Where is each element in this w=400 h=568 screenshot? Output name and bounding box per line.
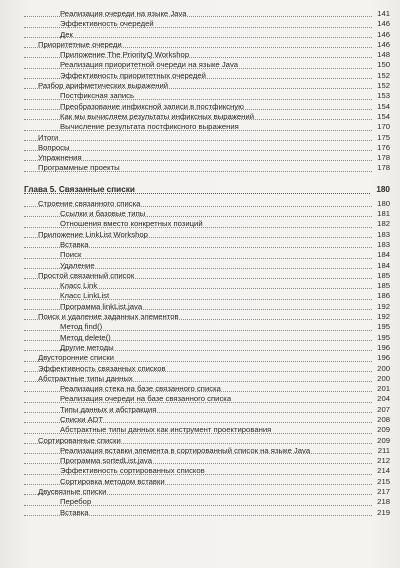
toc-entry-page: 201 bbox=[377, 384, 390, 394]
toc-entry-title: Вставка bbox=[60, 239, 89, 249]
toc-entry-title: Реализация вставки элемента в сортированный список на языке Java bbox=[60, 445, 311, 455]
toc-entry[interactable] bbox=[24, 333, 390, 343]
toc-entry[interactable] bbox=[24, 271, 390, 281]
toc-entry[interactable] bbox=[24, 9, 390, 19]
toc-entry-page: 175 bbox=[377, 132, 390, 142]
toc-entry-page: 192 bbox=[377, 312, 390, 322]
toc-entry-page: 219 bbox=[377, 507, 390, 517]
toc-entry-page: 178 bbox=[377, 153, 390, 163]
toc-entry-page: 152 bbox=[377, 81, 390, 91]
toc-entry-page: 207 bbox=[377, 404, 390, 414]
toc-entry[interactable] bbox=[24, 497, 390, 507]
toc-entry-title: Перебор bbox=[60, 497, 92, 507]
toc-entry[interactable] bbox=[24, 364, 390, 374]
toc-entry-title: Поиск bbox=[60, 250, 82, 260]
toc-entry-page: 170 bbox=[377, 122, 390, 132]
toc-entry-page: 218 bbox=[377, 497, 390, 507]
toc-entry-title: Ссылки и базовые типы bbox=[60, 209, 146, 219]
toc-entry-page: 192 bbox=[377, 301, 390, 311]
toc-entry-title: Двусторонние списки bbox=[38, 353, 114, 363]
toc-entry-title: Приложение The PriorityQ Workshop bbox=[60, 50, 190, 60]
table-of-contents bbox=[24, 9, 390, 518]
toc-entry-title: Вопросы bbox=[38, 142, 70, 152]
toc-entry-page: 176 bbox=[377, 142, 390, 152]
toc-entry-page: 184 bbox=[377, 260, 390, 270]
toc-entry-title: Строение связанного списка bbox=[38, 198, 141, 208]
toc-entry-title: Другие методы bbox=[60, 342, 114, 352]
toc-entry-title: Класс Link bbox=[60, 281, 98, 291]
toc-entry-page: 186 bbox=[377, 291, 390, 301]
toc-entry-page: 196 bbox=[377, 342, 390, 352]
toc-entry[interactable] bbox=[24, 50, 390, 60]
toc-entry[interactable] bbox=[24, 466, 390, 476]
toc-entry[interactable] bbox=[24, 209, 390, 219]
toc-entry-title: Как мы вычисляем результаты инфиксных выражений bbox=[60, 111, 255, 121]
toc-entry[interactable] bbox=[24, 374, 390, 384]
toc-entry-title: Программа sortedList.java bbox=[60, 456, 152, 466]
toc-entry-page: 200 bbox=[377, 363, 390, 373]
chapter-page: 180 bbox=[376, 184, 390, 194]
toc-entry[interactable] bbox=[24, 394, 390, 404]
toc-entry-title: Итоги bbox=[38, 132, 59, 142]
toc-entry-title: Реализация очереди на языке Java bbox=[60, 9, 187, 18]
toc-entry[interactable] bbox=[24, 230, 390, 240]
toc-entry-page: 146 bbox=[377, 39, 390, 49]
toc-group-chapter-4 bbox=[24, 9, 390, 174]
toc-entry-page: 185 bbox=[377, 281, 390, 291]
toc-entry-page: 180 bbox=[377, 198, 390, 208]
toc-entry-title: Сортировка методом вставки bbox=[60, 476, 165, 486]
toc-entry-page: 209 bbox=[377, 425, 390, 435]
toc-entry-title: Постфиксная запись bbox=[60, 91, 135, 101]
toc-chapter-heading[interactable] bbox=[24, 183, 390, 197]
toc-entry[interactable] bbox=[24, 302, 390, 312]
toc-entry-page: 183 bbox=[377, 229, 390, 239]
toc-entry[interactable] bbox=[24, 508, 390, 518]
toc-entry-page: 154 bbox=[377, 101, 390, 111]
toc-entry[interactable] bbox=[24, 291, 390, 301]
toc-entry-title: Реализация приоритетной очереди на языке Java bbox=[60, 60, 239, 70]
toc-entry-title: Программные проекты bbox=[38, 163, 120, 173]
toc-entry-title: Эффективность приоритетных очередей bbox=[60, 70, 206, 80]
toc-entry-title: Метод find() bbox=[60, 322, 103, 332]
toc-entry-title: Упражнения bbox=[38, 153, 82, 163]
toc-group-chapter-5 bbox=[24, 199, 390, 518]
toc-entry[interactable] bbox=[24, 415, 390, 425]
toc-entry-title: Простой связанный список bbox=[38, 270, 135, 280]
toc-entry-page: 150 bbox=[377, 60, 390, 70]
toc-entry-title: Программа linkList.java bbox=[60, 301, 143, 311]
toc-entry-title: Удаление bbox=[60, 260, 95, 270]
toc-entry-page: 195 bbox=[377, 332, 390, 342]
toc-entry[interactable] bbox=[24, 384, 390, 394]
toc-entry[interactable] bbox=[24, 40, 390, 50]
toc-entry[interactable] bbox=[24, 312, 390, 322]
toc-entry-page: 148 bbox=[377, 50, 390, 60]
toc-entry[interactable] bbox=[24, 153, 390, 163]
toc-entry-page: 141 bbox=[377, 9, 390, 18]
toc-entry-page: 217 bbox=[377, 487, 390, 497]
toc-entry[interactable] bbox=[24, 353, 390, 363]
toc-entry[interactable] bbox=[24, 322, 390, 332]
toc-entry-title: Сортированные списки bbox=[38, 435, 121, 445]
toc-entry[interactable] bbox=[24, 425, 390, 435]
toc-entry[interactable] bbox=[24, 405, 390, 415]
toc-entry-title: Отношения вместо конкретных позиций bbox=[60, 219, 203, 229]
toc-entry-page: 185 bbox=[377, 270, 390, 280]
toc-entry-title: Преобразование инфиксной записи в постфиксную bbox=[60, 101, 244, 111]
toc-entry-page: 208 bbox=[377, 414, 390, 424]
toc-entry-page: 184 bbox=[377, 250, 390, 260]
toc-entry[interactable] bbox=[24, 81, 390, 91]
toc-entry-page: 178 bbox=[377, 163, 390, 173]
toc-entry-title: Разбор арифметических выражений bbox=[38, 81, 169, 91]
toc-entry[interactable] bbox=[24, 446, 390, 456]
toc-entry-title: Реализация очереди на базе связанного списка bbox=[60, 394, 232, 404]
toc-entry[interactable] bbox=[24, 477, 390, 487]
toc-entry-title: Класс LinkList bbox=[60, 291, 110, 301]
toc-entry-page: 146 bbox=[377, 29, 390, 39]
toc-entry[interactable] bbox=[24, 487, 390, 497]
leader-dots bbox=[24, 37, 372, 38]
toc-entry-title: Вычисление результата постфиксного выражения bbox=[60, 122, 239, 132]
toc-entry[interactable] bbox=[24, 122, 390, 132]
toc-entry[interactable] bbox=[24, 436, 390, 446]
toc-entry-page: 196 bbox=[377, 353, 390, 363]
toc-entry-page: 204 bbox=[377, 394, 390, 404]
toc-entry[interactable] bbox=[24, 71, 390, 81]
toc-entry-title: Абстрактные типы данных как инструмент проектирования bbox=[60, 425, 272, 435]
toc-entry[interactable] bbox=[24, 133, 390, 143]
toc-entry[interactable] bbox=[24, 199, 390, 209]
toc-entry-page: 215 bbox=[377, 476, 390, 486]
toc-entry-title: Списки ADT bbox=[60, 414, 104, 424]
toc-entry-title: Эффективность сортированных списков bbox=[60, 466, 205, 476]
toc-entry-title: Метод delete() bbox=[60, 332, 111, 342]
toc-entry-page: 212 bbox=[377, 456, 390, 466]
toc-entry-page: 214 bbox=[377, 466, 390, 476]
toc-entry-page: 152 bbox=[377, 70, 390, 80]
toc-entry[interactable] bbox=[24, 30, 390, 40]
toc-entry[interactable] bbox=[24, 219, 390, 229]
toc-entry-title: Вставка bbox=[60, 507, 89, 517]
toc-entry-title: Дек bbox=[60, 29, 73, 39]
toc-entry[interactable] bbox=[24, 240, 390, 250]
toc-entry-page: 153 bbox=[377, 91, 390, 101]
toc-entry-page: 211 bbox=[377, 445, 390, 455]
toc-entry-title: Типы данных и абстракция bbox=[60, 404, 157, 414]
toc-entry-page: 181 bbox=[377, 209, 390, 219]
toc-entry-title: Поиск и удаление заданных элементов bbox=[38, 312, 179, 322]
toc-entry-page: 154 bbox=[377, 111, 390, 121]
toc-entry[interactable] bbox=[24, 102, 390, 112]
toc-entry[interactable] bbox=[24, 19, 390, 29]
toc-entry-page: 183 bbox=[377, 239, 390, 249]
chapter-title: Глава 5. Связанные списки bbox=[24, 184, 135, 194]
toc-entry[interactable] bbox=[24, 112, 390, 122]
toc-entry-title: Реализация стека на базе связанного списка bbox=[60, 384, 221, 394]
toc-entry-page: 195 bbox=[377, 322, 390, 332]
toc-entry-page: 200 bbox=[377, 373, 390, 383]
toc-entry-title: Абстрактные типы данных bbox=[38, 373, 133, 383]
toc-entry[interactable] bbox=[24, 250, 390, 260]
toc-entry[interactable] bbox=[24, 261, 390, 271]
toc-entry-page: 146 bbox=[377, 19, 390, 29]
toc-entry-page: 182 bbox=[377, 219, 390, 229]
toc-entry-title: Приложение LinkList Workshop bbox=[38, 229, 148, 239]
toc-entry-title: Эффективность очередей bbox=[60, 19, 154, 29]
toc-entry-title: Двусвязные списки bbox=[38, 487, 107, 497]
toc-entry[interactable] bbox=[24, 163, 390, 173]
toc-entry[interactable] bbox=[24, 91, 390, 101]
toc-entry[interactable] bbox=[24, 60, 390, 70]
leader-dots bbox=[24, 140, 372, 141]
toc-entry[interactable] bbox=[24, 143, 390, 153]
leader-dots bbox=[24, 150, 372, 151]
toc-entry-title: Эффективность связанных списков bbox=[38, 363, 166, 373]
spacer bbox=[24, 174, 390, 183]
toc-entry-title: Приоритетные очереди bbox=[38, 39, 122, 49]
toc-entry[interactable] bbox=[24, 281, 390, 291]
toc-entry[interactable] bbox=[24, 456, 390, 466]
toc-entry[interactable] bbox=[24, 343, 390, 353]
toc-entry-page: 209 bbox=[377, 435, 390, 445]
